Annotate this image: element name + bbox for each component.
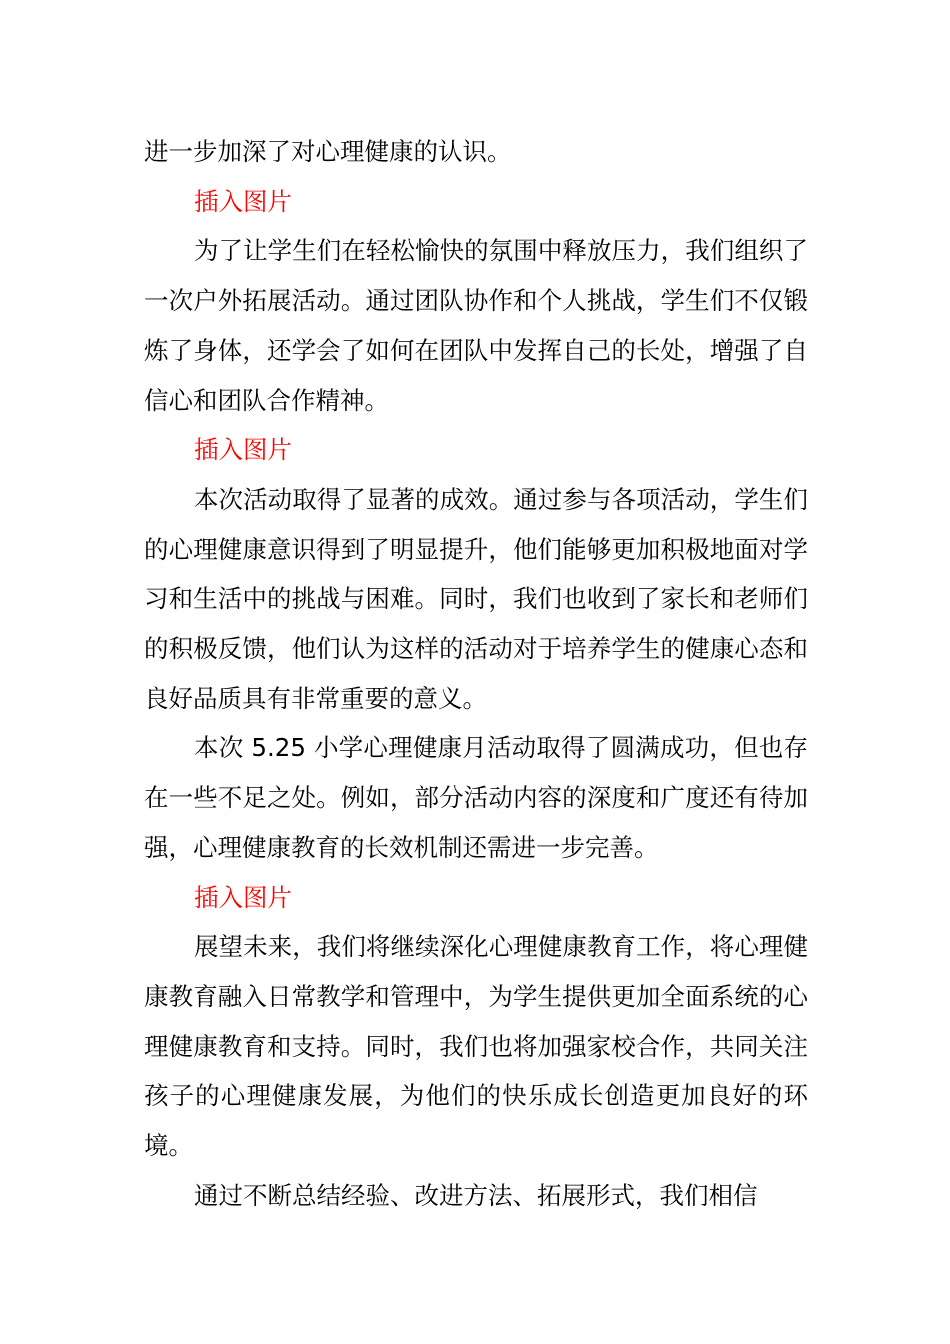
paragraph-results: 本次活动取得了显著的成效。通过参与各项活动，学生们的心理健康意识得到了明显提升，他们能够更加积极地面对学习和生活中的挑战与困难。同时，我们也收到了家长和老师们的积极反馈，他们认为这样的活动对于培养学生的健康心态和良好品质具有非常重要的意义。	[144, 484, 808, 713]
paragraph-shortcomings: 本次 5.25 小学心理健康月活动取得了圆满成功，但也存在一些不足之处。例如，部分活动内容的深度和广度还有待加强，心理健康教育的长效机制还需进一步完善。	[144, 733, 808, 862]
paragraph-continuation: 进一步加深了对心理健康的认识。	[144, 137, 512, 166]
paragraph-outlook: 展望未来，我们将继续深化心理健康教育工作，将心理健康教育融入日常教学和管理中，为学生提供更加全面系统的心理健康教育和支持。同时，我们也将加强家校合作，共同关注孩子的心理健康发展，为他们的快乐成长创造更加良好的环境。	[144, 932, 808, 1161]
insert-image-placeholder: 插入图片	[194, 435, 292, 465]
paragraph-closing: 通过不断总结经验、改进方法、拓展形式，我们相信	[194, 1180, 758, 1210]
paragraph-outdoor-activity: 为了让学生们在轻松愉快的氛围中释放压力，我们组织了一次户外拓展活动。通过团队协作和个人挑战，学生们不仅锻炼了身体，还学会了如何在团队中发挥自己的长处，增强了自信心和团队合作精神。	[144, 236, 808, 415]
document-body	[144, 127, 808, 1220]
insert-image-placeholder: 插入图片	[194, 186, 292, 216]
insert-image-placeholder: 插入图片	[194, 882, 292, 912]
